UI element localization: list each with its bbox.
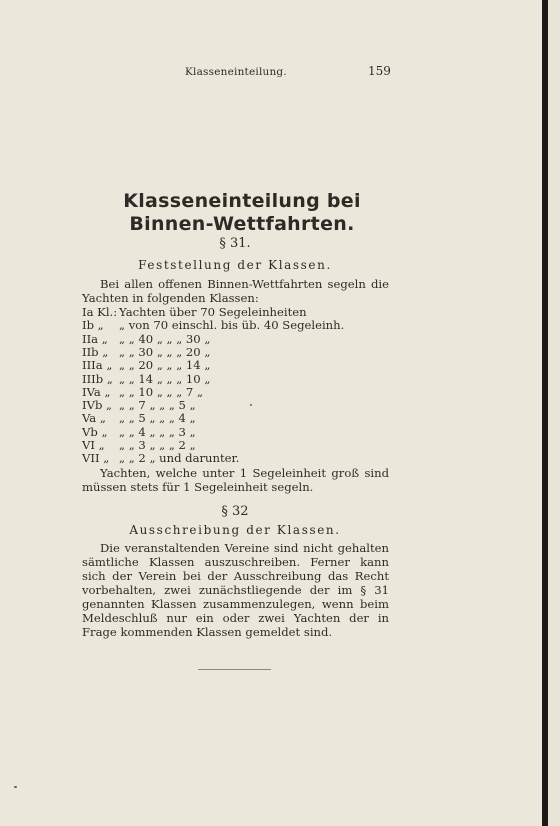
class-label: IIIb „ bbox=[82, 371, 113, 386]
class-description: „ von 70 einschl. bis üb. 40 Segeleinh. bbox=[119, 318, 345, 333]
class-description: „ „ 30 „ „ „ 20 „ bbox=[119, 344, 211, 359]
running-head: Klasseneinteilung. bbox=[185, 66, 287, 78]
class-label: IVa „ bbox=[82, 384, 111, 399]
class-label: Va „ bbox=[82, 411, 106, 426]
class-label: Vb „ bbox=[82, 424, 108, 439]
class-description: „ „ 40 „ „ „ 30 „ bbox=[119, 331, 211, 346]
class-label: IVb „ bbox=[82, 398, 113, 413]
class-label: Ia Kl.: bbox=[82, 305, 118, 319]
class-row bbox=[82, 333, 392, 346]
class-description: „ „ 10 „ „ „ 7 „ bbox=[119, 384, 203, 399]
class-row bbox=[82, 306, 392, 319]
divider-rule bbox=[198, 669, 271, 670]
class-row bbox=[82, 399, 392, 412]
class-row bbox=[82, 452, 392, 465]
class-row bbox=[82, 412, 392, 425]
class-row bbox=[82, 373, 392, 386]
chapter-title: Klasseneinteilung bei Binnen-Wettfahrten. bbox=[123, 190, 361, 235]
paper-speck bbox=[14, 786, 17, 788]
intro-text: Bei allen offenen Binnen-Wettfahrten segeln die Yachten in folgenden Klassen: bbox=[82, 277, 389, 305]
note-text: Yachten, welche unter 1 Segeleinheit groß sind müssen stets für 1 Segeleinheit segeln. bbox=[82, 466, 389, 494]
class-row bbox=[82, 319, 392, 332]
section-32-body bbox=[82, 541, 389, 639]
section-31-number: § 31. bbox=[219, 236, 251, 251]
class-description: „ „ 3 „ „ „ 2 „ bbox=[119, 438, 196, 452]
section-32-heading: Ausschreibung der Klassen. bbox=[129, 523, 341, 537]
class-label: IIa „ bbox=[82, 331, 108, 346]
class-row bbox=[82, 359, 392, 372]
class-description: „ „ 5 „ „ „ 4 „ bbox=[119, 411, 196, 426]
class-label: Ib „ bbox=[82, 318, 104, 333]
section-32-number: § 32 bbox=[221, 504, 249, 519]
class-label: IIIa „ bbox=[82, 358, 113, 373]
page-number: 159 bbox=[368, 64, 391, 78]
section-31-intro bbox=[82, 277, 389, 305]
class-description: „ „ 2 „ und darunter. bbox=[119, 451, 240, 466]
class-description: „ „ 14 „ „ „ 10 „ bbox=[119, 371, 211, 386]
section-31-heading: Feststellung der Klassen. bbox=[138, 258, 332, 272]
class-row bbox=[82, 386, 392, 399]
paper-speck bbox=[250, 404, 252, 406]
class-label: VII „ bbox=[82, 451, 110, 466]
body-text: Die veranstaltenden Vereine sind nicht gehalten sämtliche Klassen auszuschreiben. Ferner kann sich der Verein bei der Ausschreibung das Recht vorbehalten, zwei zunächstliegende der im § 31 genannten Klassen zusammenzulegen, wenn beim Meldeschluß nur ein oder zwei Yachten der in Frage kommenden Klassen gemeldet sind. bbox=[82, 541, 389, 639]
class-label: VI „ bbox=[82, 438, 105, 452]
class-label: IIb „ bbox=[82, 344, 109, 359]
class-row bbox=[82, 346, 392, 359]
class-description: „ „ 4 „ „ „ 3 „ bbox=[119, 424, 196, 439]
class-description: „ „ 7 „ „ „ 5 „ bbox=[119, 398, 196, 413]
class-row bbox=[82, 439, 392, 452]
class-description: „ „ 20 „ „ „ 14 „ bbox=[119, 358, 211, 373]
class-description: Yachten über 70 Segeleinheiten bbox=[119, 305, 307, 319]
class-row bbox=[82, 426, 392, 439]
section-31-note bbox=[82, 466, 389, 494]
